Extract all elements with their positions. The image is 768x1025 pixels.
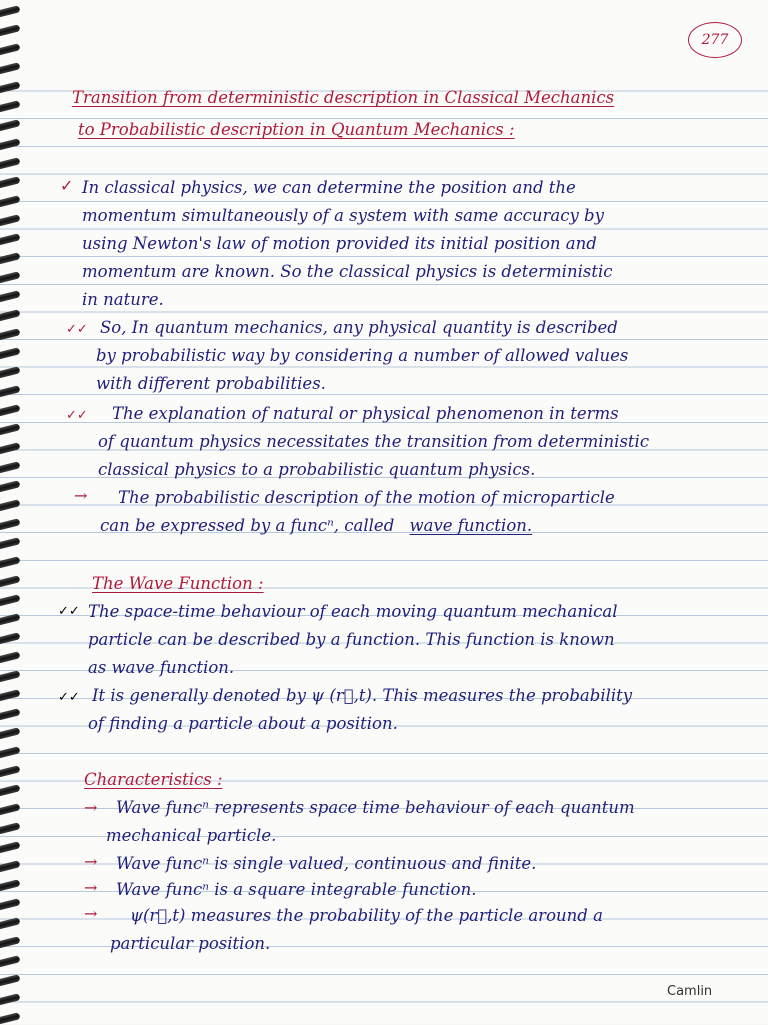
s1-p1-line-3: using Newton's law of motion provided its initial position and — [82, 234, 597, 253]
spiral-coil — [0, 898, 20, 911]
spiral-coil — [0, 214, 20, 227]
s1-p1-line-5: in nature. — [82, 290, 164, 309]
spiral-coil — [0, 879, 20, 892]
spiral-coil — [0, 442, 20, 455]
double-check-icon: ✓✓ — [66, 408, 88, 423]
spiral-coil — [0, 936, 20, 949]
s2-p1-line-1: The space-time behaviour of each moving quantum mechanical — [88, 602, 618, 621]
spiral-coil — [0, 309, 20, 322]
spiral-coil — [0, 328, 20, 341]
spiral-coil — [0, 385, 20, 398]
spiral-coil — [0, 138, 20, 151]
s1-p3-line-3: classical physics to a probabilistic quantum physics. — [98, 460, 536, 479]
spiral-coil — [0, 860, 20, 873]
spiral-coil — [0, 233, 20, 246]
double-check-icon: ✓✓ — [66, 322, 88, 337]
spiral-coil — [0, 841, 20, 854]
arrow-icon: → — [84, 852, 98, 871]
spiral-coil — [0, 461, 20, 474]
char-item-1-line-1: Wave funcⁿ represents space time behaviour of each quantum — [116, 798, 635, 817]
check-icon: ✓ — [60, 176, 74, 195]
spiral-coil — [0, 613, 20, 626]
s1-p1-line-2: momentum simultaneously of a system with same accuracy by — [82, 206, 604, 225]
spiral-coil — [0, 727, 20, 740]
s1-p3-line-2: of quantum physics necessitates the transition from deterministic — [98, 432, 650, 451]
spiral-coil — [0, 689, 20, 702]
section-heading-wave-function: The Wave Function : — [92, 574, 264, 593]
spiral-coil — [0, 1012, 20, 1025]
spiral-coil — [0, 24, 20, 37]
spiral-coil — [0, 157, 20, 170]
s1-p1-line-1: In classical physics, we can determine the position and the — [82, 178, 576, 197]
spiral-coil — [0, 651, 20, 664]
spiral-coil — [0, 556, 20, 569]
s1-p4-line-1: The probabilistic description of the motion of microparticle — [118, 488, 615, 507]
char-item-2: Wave funcⁿ is single valued, continuous and finite. — [116, 854, 537, 873]
spiral-coil — [0, 423, 20, 436]
spiral-coil — [0, 784, 20, 797]
spiral-coil — [0, 119, 20, 132]
spiral-coil — [0, 404, 20, 417]
spiral-coil — [0, 746, 20, 759]
spiral-binding — [0, 0, 26, 1024]
arrow-icon: → — [84, 878, 98, 897]
wave-function-term: wave function. — [409, 516, 533, 535]
spiral-coil — [0, 100, 20, 113]
spiral-coil — [0, 195, 20, 208]
s2-p1-line-3: as wave function. — [88, 658, 235, 677]
spiral-coil — [0, 252, 20, 265]
top-margin — [0, 0, 768, 64]
double-check-icon: ✓✓ — [58, 604, 80, 619]
spiral-coil — [0, 765, 20, 778]
spiral-coil — [0, 632, 20, 645]
spiral-coil — [0, 5, 20, 18]
spiral-coil — [0, 670, 20, 683]
spiral-coil — [0, 537, 20, 550]
arrow-icon: → — [84, 798, 98, 817]
arrow-icon: → — [74, 486, 88, 505]
s2-p1-line-2: particle can be described by a function. This function is known — [88, 630, 615, 649]
s1-p4-line-2-text: can be expressed by a funcⁿ, called — [100, 516, 395, 535]
spiral-coil — [0, 917, 20, 930]
char-item-1-line-2: mechanical particle. — [106, 826, 277, 845]
char-item-3: Wave funcⁿ is a square integrable function. — [116, 880, 477, 899]
title-line-1: Transition from deterministic description in Classical Mechanics — [72, 88, 615, 107]
arrow-icon: → — [84, 904, 98, 923]
s1-p4-line-2 — [100, 516, 532, 536]
s1-p2-line-3: with different probabilities. — [96, 374, 326, 393]
spiral-coil — [0, 43, 20, 56]
spiral-coil — [0, 575, 20, 588]
spiral-coil — [0, 518, 20, 531]
section-heading-characteristics: Characteristics : — [84, 770, 223, 789]
spiral-coil — [0, 347, 20, 360]
spiral-coil — [0, 62, 20, 75]
brand-label: Camlin — [667, 984, 713, 999]
spiral-coil — [0, 803, 20, 816]
spiral-coil — [0, 176, 20, 189]
spiral-coil — [0, 955, 20, 968]
spiral-coil — [0, 974, 20, 987]
page-number: 277 — [688, 22, 742, 58]
s2-p2-line-1: It is generally denoted by ψ (r⃗,t). This measures the probability — [92, 686, 633, 705]
spiral-coil — [0, 480, 20, 493]
spiral-coil — [0, 81, 20, 94]
s1-p1-line-4: momentum are known. So the classical physics is deterministic — [82, 262, 613, 281]
spiral-coil — [0, 366, 20, 379]
spiral-coil — [0, 271, 20, 284]
spiral-coil — [0, 499, 20, 512]
spiral-coil — [0, 993, 20, 1006]
spiral-coil — [0, 594, 20, 607]
s1-p3-line-1: The explanation of natural or physical phenomenon in terms — [112, 404, 619, 423]
s1-p2-line-1: So, In quantum mechanics, any physical quantity is described — [100, 318, 618, 337]
spiral-coil — [0, 290, 20, 303]
spiral-coil — [0, 822, 20, 835]
spiral-coil — [0, 708, 20, 721]
double-check-icon: ✓✓ — [58, 690, 80, 705]
title-line-2: to Probabilistic description in Quantum Mechanics : — [78, 120, 515, 139]
s1-p2-line-2: by probabilistic way by considering a number of allowed values — [96, 346, 629, 365]
char-item-4-line-2: particular position. — [110, 934, 271, 953]
char-item-4-line-1: ψ(r⃗,t) measures the probability of the particle around a — [130, 906, 603, 925]
s2-p2-line-2: of finding a particle about a position. — [88, 714, 398, 733]
